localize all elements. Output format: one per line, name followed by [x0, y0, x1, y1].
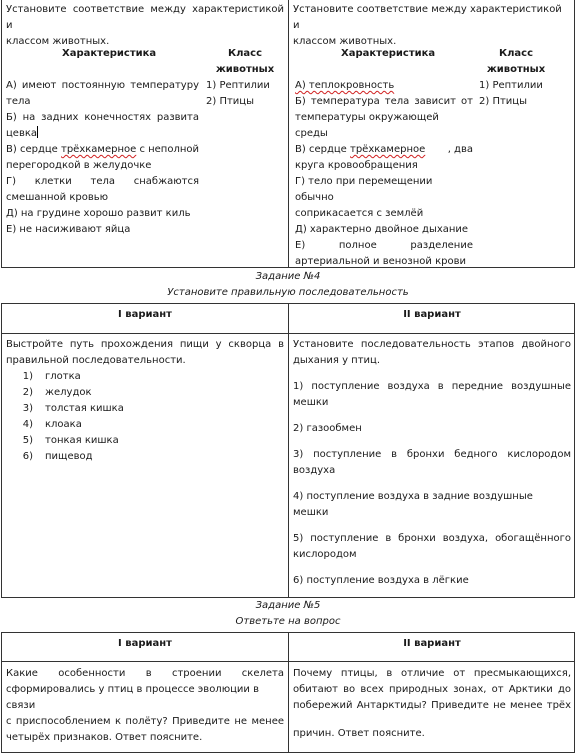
task5-right-line-3: побережий Антарктиды? Приведите не менее трёх [293, 700, 571, 711]
task3-left-class-list [206, 78, 270, 110]
task5-right-line-2: обитают во всех природных зонах, от Арктики до [293, 684, 571, 695]
task3-right-intro-1: Установите соответствие между характеристикой и [293, 4, 562, 31]
task4-right-text-2: дыхания у птиц. [293, 355, 381, 366]
task5-right-line-1: Почему птицы, в отличие от пресмыкающихся, [293, 668, 571, 679]
task5-right-line-4: причин. Ответ поясните. [293, 728, 425, 739]
breath-step-5-line1: 5) поступление в бронхи воздуха, обогащённого [293, 533, 571, 544]
task4-left-cell [2, 334, 288, 597]
task3-left-intro-1: Установите соответствие между характеристикой и [6, 4, 284, 31]
task5-body-row [1, 661, 575, 753]
task4-variant2-header: II вариант [403, 309, 461, 320]
breath-step-1-line1: 1) поступление воздуха в передние воздушные [293, 381, 571, 392]
task4-variant1-header: I вариант [118, 309, 172, 320]
spelling-underline: А) теплокровность [295, 80, 395, 91]
task3-left-item-d-2: смешанной кровью [6, 192, 109, 203]
task5-left-line-2: сформировались у птиц в процессе эволюции в связи [6, 684, 259, 711]
task3-left-col-characteristic: Характеристика [62, 48, 157, 59]
task3-right-item-f-2: артериальной и венозной крови [295, 256, 466, 267]
task4-instruction: Установите правильную последовательность [167, 287, 409, 298]
task3-right-class-2: 2) Птицы [479, 96, 527, 107]
spelling-underline: трёхкамерное [61, 144, 137, 155]
task5-left-line-4: четырёх признаков. Ответ поясните. [6, 732, 203, 743]
task3-right-item-c-2: круга кровообращения [295, 160, 418, 171]
task3-right-item-a [295, 78, 473, 94]
task5-caption [0, 598, 576, 630]
task3-left-item-c-2: перегородкой в желудочке [6, 160, 152, 171]
task4-title: Задание №4 [255, 271, 321, 282]
breath-step-6: 6) поступление воздуха в лёгкие [293, 575, 469, 586]
task3-right-class-1: 1) Рептилии [479, 80, 543, 91]
breath-step-3-line2: воздуха [293, 465, 336, 476]
task3-left-item-b-2: цевка [6, 128, 38, 139]
task5-left-line-3: с приспособлением к полёту? Приведите не менее [6, 716, 284, 727]
task3-left-class-1: 1) Рептилии [206, 80, 270, 91]
list-item: 6) пищевод [22, 451, 93, 462]
task3-right-item-b-1: Б) температура тела зависит от [295, 96, 473, 107]
task3-right-col-class [479, 46, 553, 78]
breath-step-2: 2) газообмен [293, 423, 362, 434]
list-item: 2) желудок [22, 387, 92, 398]
task3-left-item-a-2: тела [6, 96, 31, 107]
task3-right-cell [289, 0, 575, 267]
task3-left-item-e: Д) на грудине хорошо развит киль [6, 208, 191, 219]
task3-left-item-a-1: А) имеют постоянную температуру [6, 80, 199, 91]
task5-header-row [1, 632, 575, 662]
task5-title: Задание №5 [255, 600, 321, 611]
task3-right-characteristics [295, 78, 473, 270]
breath-step-1-line2: мешки [293, 397, 329, 408]
task3-table [1, 0, 575, 268]
task4-caption [0, 269, 576, 301]
task3-left-col-class-1: Класс [227, 48, 263, 59]
task3-right-intro-2: классом животных. [293, 36, 397, 47]
breath-step-5-line2: кислородом [293, 549, 357, 560]
task3-right-col-characteristic: Характеристика [341, 48, 436, 59]
task3-left-class-2: 2) Птицы [206, 96, 254, 107]
task3-left-item-f: Е) не насиживают яйца [6, 224, 131, 235]
task5-right-cell [289, 662, 575, 752]
task5-left-cell [2, 662, 288, 752]
list-item: 5) тонкая кишка [22, 435, 119, 446]
task3-left-col-class-2: животных [215, 64, 275, 75]
food-path-list [6, 369, 284, 465]
task4-right-cell [289, 334, 575, 597]
text-cursor [37, 126, 38, 138]
task3-left-item-b-1: Б) на задних конечностях развита [6, 112, 199, 123]
task3-right-col-class-1: Класс [498, 48, 534, 59]
task3-right-class-list [479, 78, 543, 110]
task5-variant1-header: I вариант [118, 638, 172, 649]
spelling-underline: трёхкамерное [350, 144, 426, 155]
task4-body-row [1, 333, 575, 598]
task3-right-item-b-2: температуры окружающей среды [295, 112, 439, 139]
list-item: 4) клоака [22, 419, 82, 430]
task3-right-item-c-1: В) сердце трёхкамерное , два [295, 144, 473, 155]
task5-instruction: Ответьте на вопрос [235, 616, 341, 627]
task3-right-item-e: Д) характерно двойное дыхание [295, 224, 469, 235]
task5-variant2-header: II вариант [403, 638, 461, 649]
task3-left-item-c-1: В) сердце трёхкамерное с неполной [6, 144, 200, 155]
task3-left-characteristics [6, 78, 199, 238]
task3-left-item-d-1: Г) клетки тела снабжаются [6, 176, 199, 187]
task4-header-row [1, 303, 575, 334]
task3-left-cell [2, 0, 288, 267]
task5-left-line-1: Какие особенности в строении скелета [6, 668, 284, 679]
task3-left-col-class [208, 46, 282, 78]
breath-step-4: 4) поступление воздуха в задние воздушные мешки [293, 491, 533, 518]
task3-left-intro-2: классом животных. [6, 36, 110, 47]
list-item: 1) глотка [22, 371, 81, 382]
task3-right-item-d-1: Г) тело при перемещении обычно [295, 176, 433, 203]
breath-step-3-line1: 3) поступление в бронхи бедного кислородом [293, 449, 571, 460]
task4-left-text-2: правильной последовательности. [6, 355, 186, 366]
task3-right-item-f-1: Е) полное разделение [295, 240, 473, 251]
task4-left-text-1: Выстройте путь прохождения пищи у скворца в [6, 339, 284, 350]
task3-right-col-class-2: животных [486, 64, 546, 75]
task4-right-text-1: Установите последовательность этапов двойного [293, 339, 571, 350]
list-item: 3) толстая кишка [22, 403, 124, 414]
task3-right-item-d-2: соприкасается с землёй [295, 208, 424, 219]
